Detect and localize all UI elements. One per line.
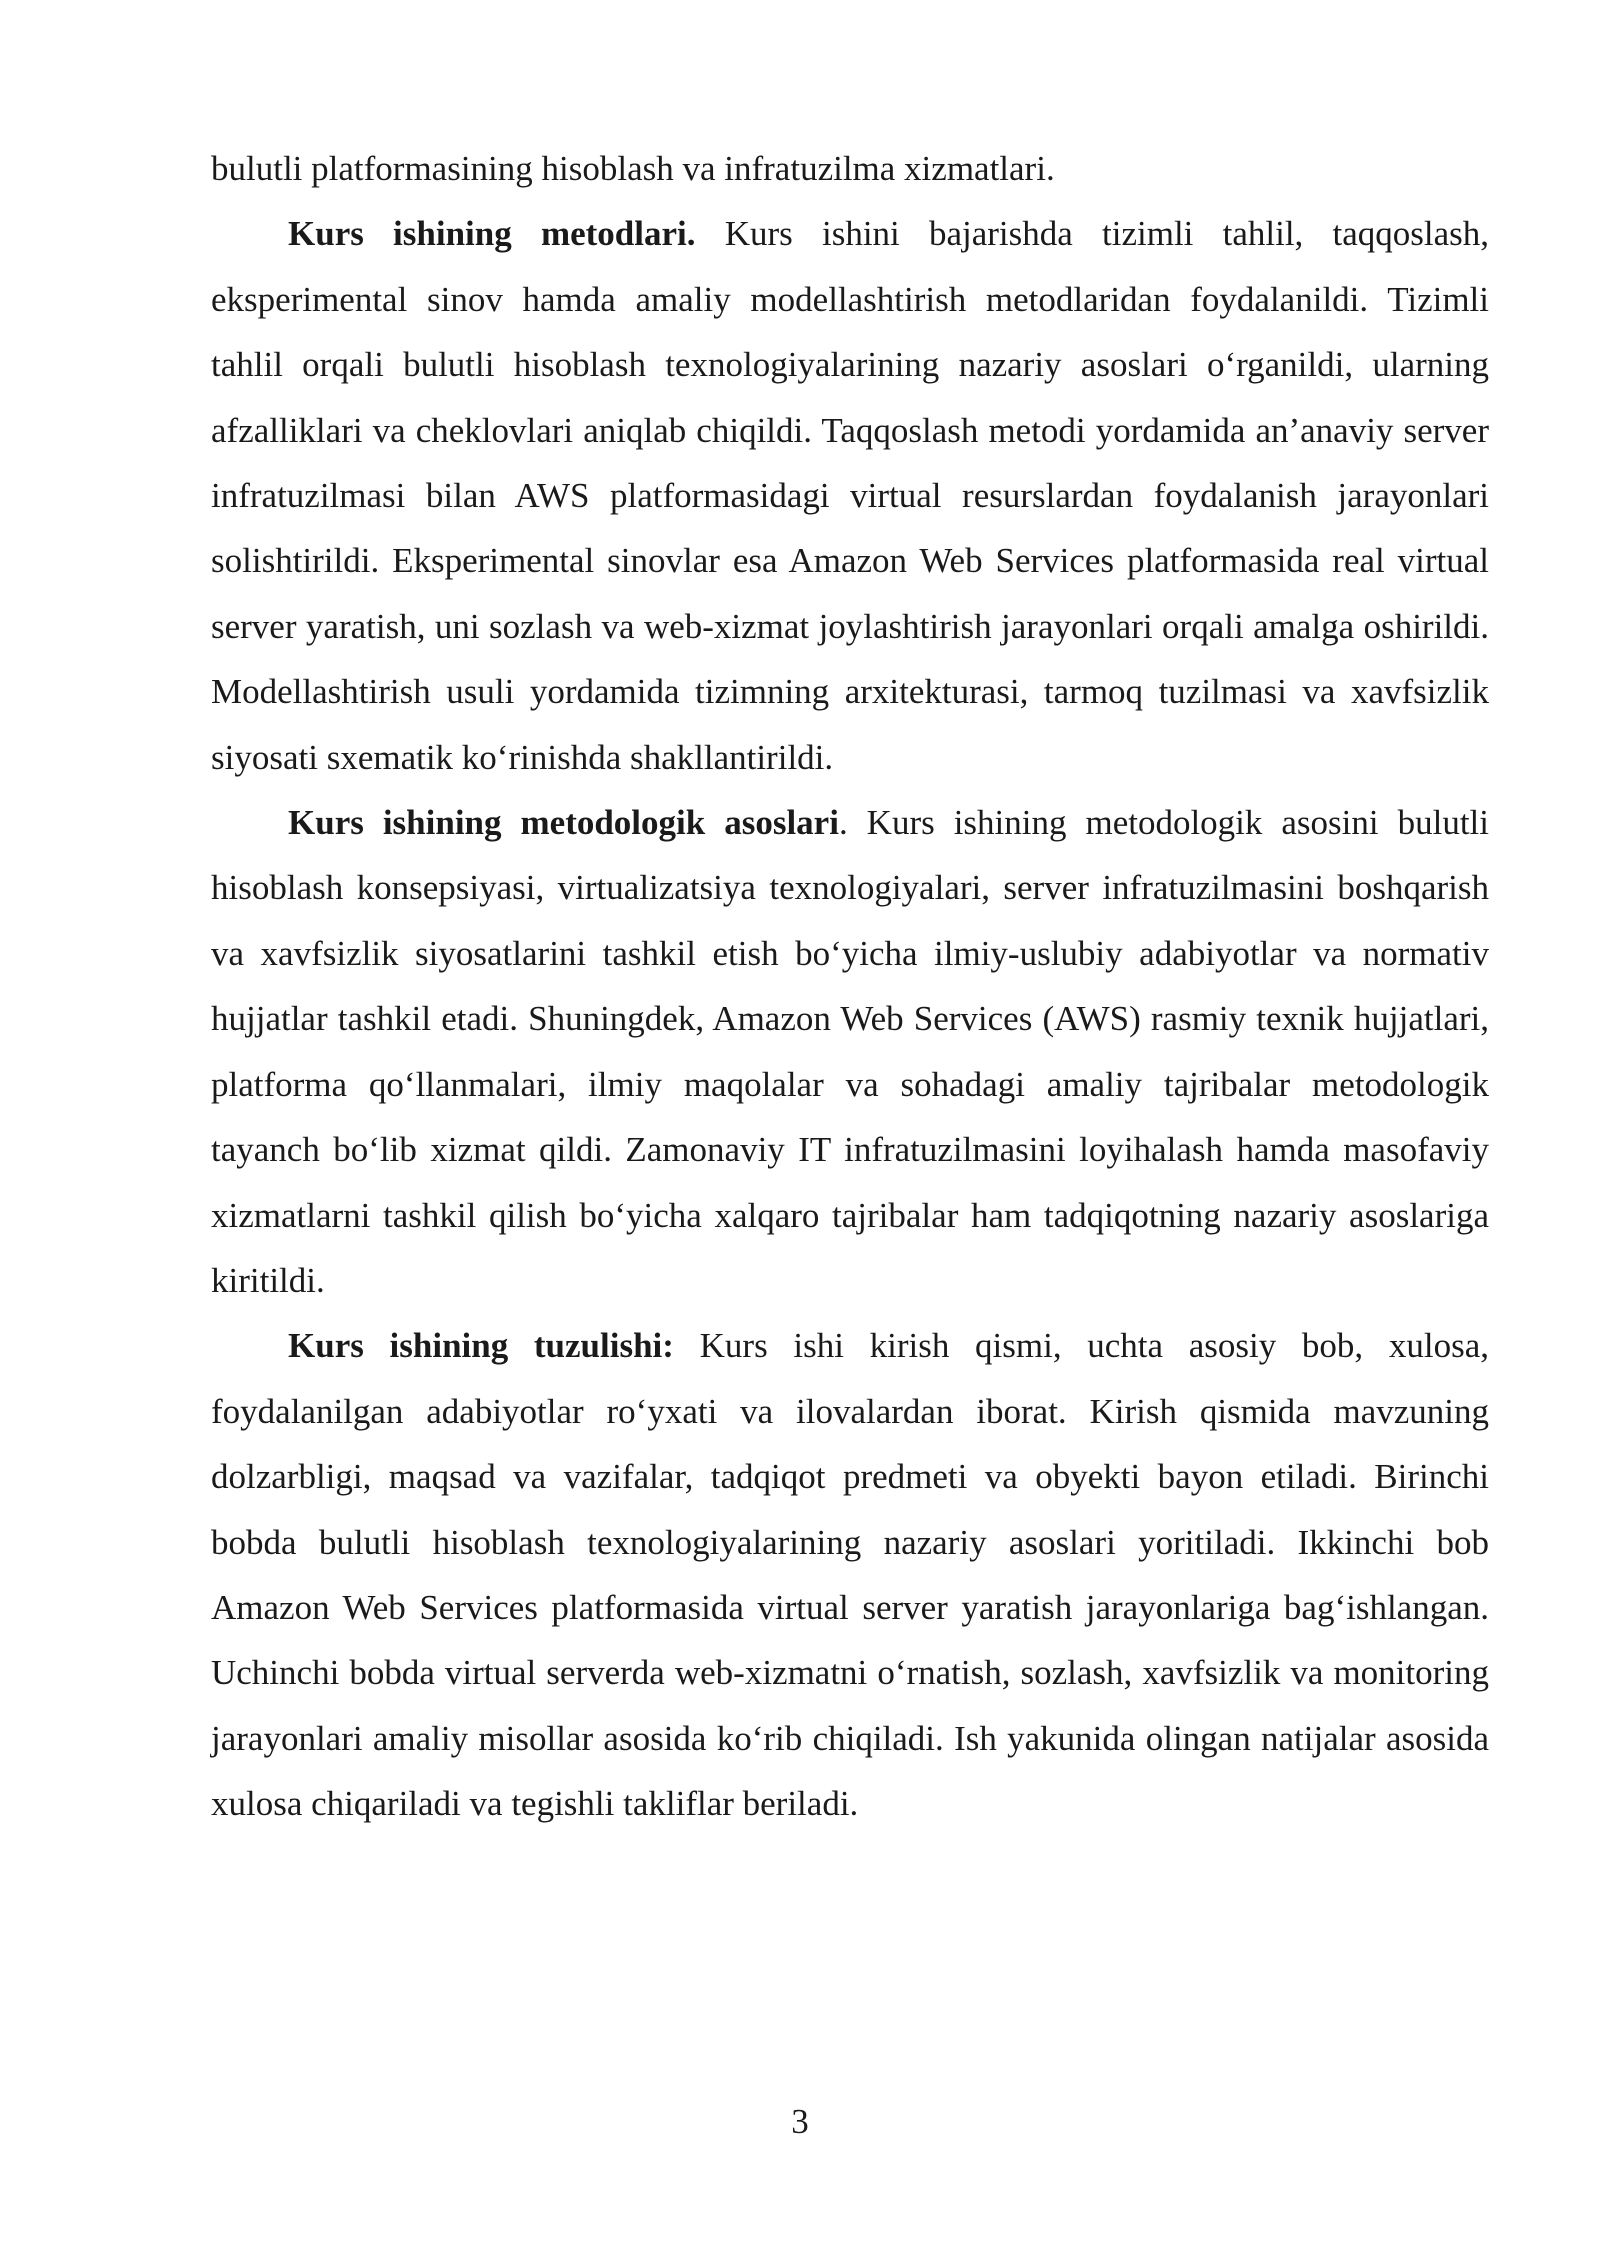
page-number: 3: [791, 2102, 809, 2141]
methodology-text: . Kurs ishining metodologik asosini bulutli hisoblash konsepsiyasi, virtualizatsiya texnologiyalari, server infratuzilmasini boshqarish va xavfsizlik siyosatlarini tashkil etish bo‘yicha ilmiy-uslubiy adabiyotlar va normativ hujjatlar tashkil etadi. Shuningdek, Amazon Web Services (AWS) rasmiy texnik hujjatlari, platforma qo‘llanmalari, ilmiy maqolalar va sohadagi amaliy tajribalar metodologik tayanch bo‘lib xizmat qildi. Zamonaviy IT infratuzilmasini loyihalash hamda masofaviy xizmatlarni tashkil qilish bo‘yicha xalqaro tajribalar ham tadqiqotning nazariy asoslariga kiritildi.: [211, 803, 1489, 1300]
methods-text: Kurs ishini bajarishda tizimli tahlil, taqqoslash, eksperimental sinov hamda amaliy modellashtirish metodlaridan foydalanildi. Tizimli tahlil orqali bulutli hisoblash texnologiyalarining nazariy asoslari o‘rganildi, ularning afzalliklari va cheklovlari aniqlab chiqildi. Taqqoslash metodi yordamida an’anaviy server infratuzilmasi bilan AWS platformasidagi virtual resurslardan foydalanish jarayonlari solishtirildi. Eksperimental sinovlar esa Amazon Web Services platformasida real virtual server yaratish, uni sozlash va web-xizmat joylashtirish jarayonlari orqali amalga oshirildi. Modellashtirish usuli yordamida tizimning arxitekturasi, tarmoq tuzilmasi va xavfsizlik siyosati sxematik ko‘rinishda shakllantirildi.: [211, 214, 1490, 777]
methods-heading: Kurs ishining metodlari.: [288, 214, 696, 254]
continuation-paragraph: bulutli platformasining hisoblash va infratuzilma xizmatlari.: [211, 149, 1055, 188]
structure-paragraph: [211, 1313, 1489, 1836]
structure-heading: Kurs ishining tuzulishi:: [288, 1326, 674, 1366]
methodology-paragraph: [211, 790, 1489, 1313]
structure-text: Kurs ishi kirish qismi, uchta asosiy bob, xulosa, foydalanilgan adabiyotlar ro‘yxati va ilovalardan iborat. Kirish qismida mavzuning dolzarbligi, maqsad va vazifalar, tadqiqot predmeti va obyekti bayon etiladi. Birinchi bobda bulutli hisoblash texnologiyalarining nazariy asoslari yoritiladi. Ikkinchi bob Amazon Web Services platformasida virtual server yaratish jarayonlariga bag‘ishlangan. Uchinchi bobda virtual serverda web-xizmatni o‘rnatish, sozlash, xavfsizlik va monitoring jarayonlari amaliy misollar asosida ko‘rib chiqiladi. Ish yakunida olingan natijalar asosida xulosa chiqariladi va tegishli takliflar beriladi.: [211, 1326, 1490, 1824]
methodology-heading: Kurs ishining metodologik asoslari: [288, 803, 839, 843]
document-body: [211, 136, 1489, 1837]
methods-paragraph: [211, 201, 1489, 790]
